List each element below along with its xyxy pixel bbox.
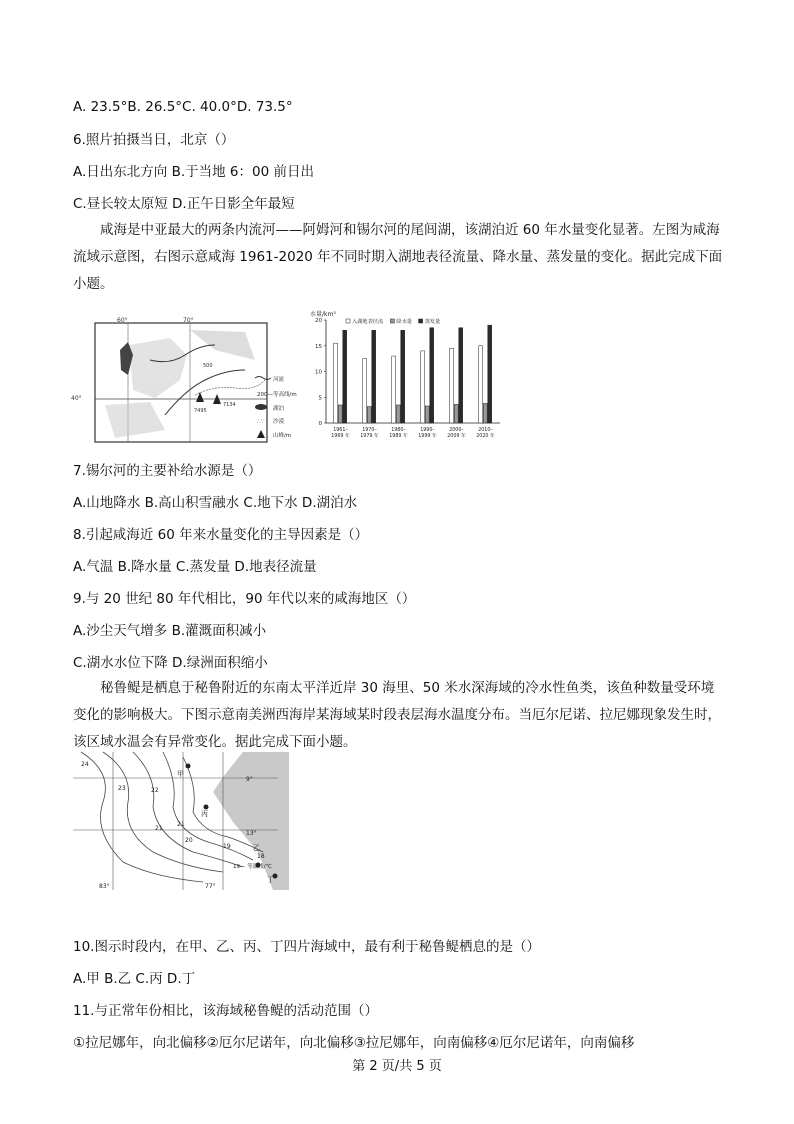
- place-label-jia: 甲: [177, 770, 184, 778]
- chart-y-tick-label: 5: [318, 395, 322, 402]
- water-volume-chart: [304, 308, 504, 448]
- chart-y-tick-label: 0: [318, 421, 322, 427]
- q11-options: ①拉尼娜年，向北偏移②厄尔尼诺年，向北偏移③拉尼娜年，向南偏移④厄尔尼诺年，向南偏移: [73, 1035, 635, 1051]
- chart-bar: [363, 359, 367, 423]
- chart-bar: [425, 406, 429, 423]
- isotherm-legend: 19— 等温线/℃: [233, 864, 272, 870]
- q8-stem: 8.引起咸海近 60 年来水量变化的主导因素是（）: [73, 527, 369, 543]
- isotherm-label: 21: [155, 825, 163, 832]
- chart-legend-swatch: [346, 319, 350, 323]
- chart-bar: [459, 328, 463, 423]
- chart-bar: [421, 351, 425, 423]
- place-label-bing: 丙: [201, 810, 208, 818]
- chart-bar: [343, 330, 347, 423]
- passage-aral-sea: 咸海是中亚最大的两条内流河——阿姆河和锡尔河的尾闾湖，该湖泊近 60 年水量变化显著。左图为咸海流域示意图，右图示意咸海 1961-2020 年不同时期入湖地表径流量、降水量、蒸发量的变化。据此完成下面小题。: [73, 222, 723, 292]
- chart-bar: [334, 343, 338, 423]
- chart-bar: [338, 405, 342, 423]
- chart-bar: [367, 407, 371, 423]
- svg-text:∴∵: ∴∵: [257, 418, 265, 425]
- q7-options: A.山地降水 B.高山积雪融水 C.地下水 D.湖泊水: [73, 495, 358, 511]
- chart-x-tick-label: 1980– 1989 年: [389, 428, 408, 439]
- isotherm-label: 21: [177, 821, 185, 828]
- chart-x-tick-label: 1970– 1979 年: [360, 428, 379, 439]
- place-label-yi: 乙: [253, 844, 260, 852]
- q10-stem: 10.图示时段内，在甲、乙、丙、丁四片海域中，最有利于秘鲁鳀栖息的是（）: [73, 939, 540, 955]
- chart-x-tick-label: 1961– 1969 年: [331, 428, 350, 439]
- q11-stem: 11.与正常年份相比，该海域秘鲁鳀的活动范围（）: [73, 1003, 378, 1019]
- q5-options: A. 23.5°B. 26.5°C. 40.0°D. 73.5°: [73, 99, 293, 115]
- q6-options-cd: C.昼长较太原短 D.正午日影全年最短: [73, 196, 295, 212]
- map1-elev-label: 7495: [194, 408, 207, 414]
- lon-label-77: 77°: [205, 883, 216, 890]
- chart-bar: [454, 404, 458, 423]
- map1-elev-label: 500: [203, 363, 213, 369]
- q6-stem: 6.照片拍摄当日，北京（）: [73, 132, 235, 148]
- q8-options: A.气温 B.降水量 C.蒸发量 D.地表径流量: [73, 559, 317, 575]
- chart-bar: [392, 356, 396, 423]
- lat-label-9: 9°: [246, 776, 253, 783]
- chart-x-tick-label: 2010– 2020 年: [476, 428, 495, 439]
- chart-x-tick-label: 1990– 1999 年: [418, 428, 437, 439]
- chart-y-tick-label: 10: [315, 369, 322, 376]
- chart-legend-label: 蒸发量: [424, 319, 441, 325]
- place-label-ding: 丁: [267, 876, 274, 884]
- chart-bar: [488, 325, 492, 423]
- map1-lon-label: 60°: [117, 317, 128, 324]
- q9-options-cd: C.湖水水位下降 D.绿洲面积缩小: [73, 655, 268, 671]
- q9-stem: 9.与 20 世纪 80 年代相比，90 年代以来的咸海地区（）: [73, 591, 416, 607]
- q9-options-ab: A.沙尘天气增多 B.灌溉面积减小: [73, 623, 267, 639]
- q6-options-ab: A.日出东北方向 B.于当地 6：00 前日出: [73, 164, 314, 180]
- chart-x-tick-label: 2000– 2009 年: [447, 428, 466, 439]
- lon-label-83: 83°: [99, 883, 110, 890]
- q7-stem: 7.锡尔河的主要补给水源是（）: [73, 463, 262, 479]
- legend-desert: 沙漠: [273, 419, 285, 425]
- chart-y-tick-label: 20: [315, 318, 322, 324]
- chart-legend-swatch: [390, 319, 394, 323]
- chart-bar: [479, 346, 483, 423]
- passage-peruvian-anchovy: 秘鲁鳀是栖息于秘鲁附近的东南太平洋近岸 30 海里、50 米水深海域的冷水性鱼类，该鱼种数量受环境变化的影响极大。下图示意南美洲西海岸某海域某时段表层海水温度分布。当厄尔尼诺、拉尼娜现象发生时，该区域水温会有异常变化。据此完成下面小题。: [73, 680, 721, 750]
- chart-bar: [450, 348, 454, 423]
- chart-bar: [430, 328, 434, 423]
- isotherm-label: 22: [151, 787, 159, 794]
- lat-label-13: 13°: [246, 830, 257, 837]
- legend-contour: 200—等高线/m: [257, 392, 297, 398]
- chart-legend-swatch: [419, 319, 423, 323]
- isotherm-label: 24: [81, 761, 89, 768]
- legend-peak: 山峰/m: [273, 433, 292, 439]
- chart-y-axis-label: 水量/km³: [310, 311, 336, 318]
- map1-lat-label: 40°: [71, 395, 82, 402]
- chart-bar: [372, 330, 376, 423]
- legend-river: 河流: [273, 377, 285, 383]
- page-footer: 第 2 页/共 5 页: [352, 1059, 442, 1074]
- legend-lake: 湖泊: [273, 406, 285, 412]
- sea-temperature-map: [73, 752, 289, 890]
- chart-legend-label: 降水量: [396, 319, 412, 325]
- chart-bar: [483, 403, 487, 423]
- chart-legend-label: 入湖地表径流: [352, 319, 384, 325]
- map1-lon-label: 70°: [183, 317, 194, 324]
- chart-bar: [401, 330, 405, 423]
- chart-bar: [396, 405, 400, 423]
- isotherm-label: 23: [118, 785, 126, 792]
- isotherm-label: 18: [257, 853, 265, 860]
- isotherm-label: 20: [185, 837, 193, 844]
- aral-basin-map: [71, 317, 300, 446]
- q10-options: A.甲 B.乙 C.丙 D.丁: [73, 971, 196, 987]
- chart-y-tick-label: 15: [315, 343, 322, 350]
- map1-elev-label: 7134: [223, 402, 236, 408]
- isotherm-label: 19: [223, 843, 231, 850]
